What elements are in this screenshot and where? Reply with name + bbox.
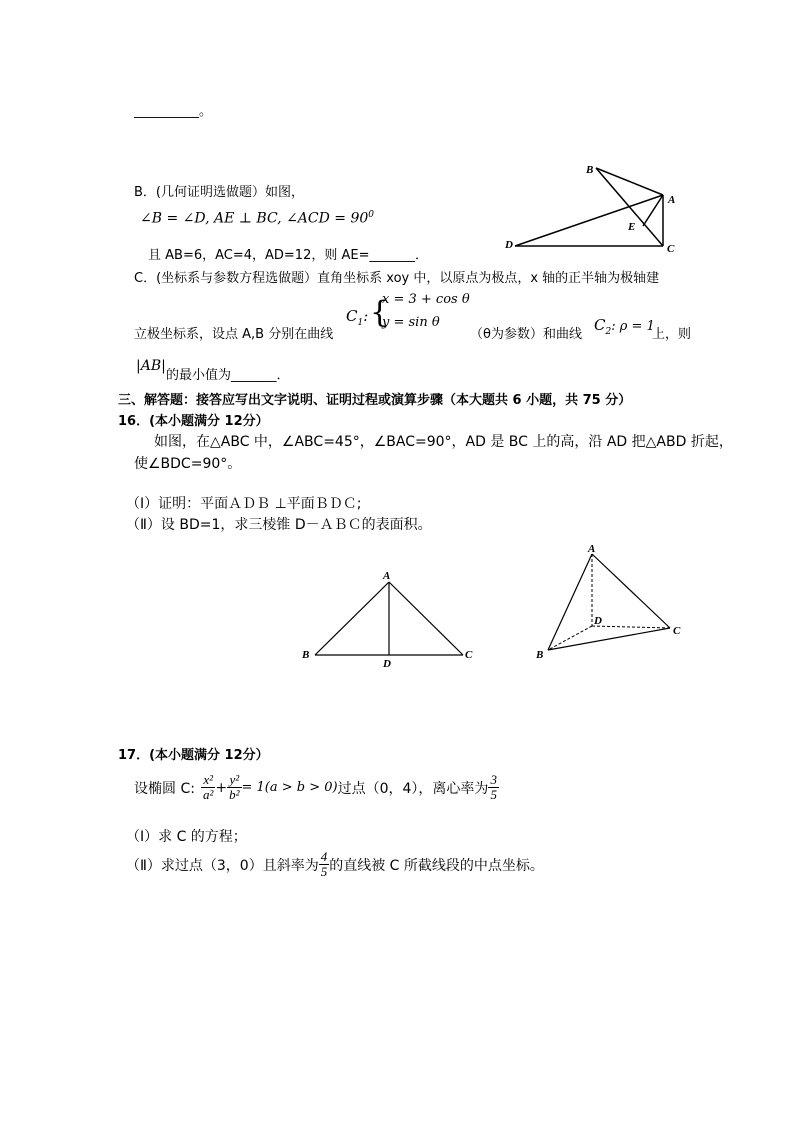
q16-line1: 如图，在△ABC 中，∠ABC=45°，∠BAC=90°，AD 是 BC 上的高，沿 AD 把△ABD 折起， <box>154 434 733 450</box>
frac-eccentricity: $\frac{3}{5}$ <box>490 772 497 802</box>
label-c: C <box>465 649 473 661</box>
label-d: D <box>383 658 391 670</box>
b-condition: ∠B = ∠D, AE ⊥ BC, ∠ACD = $90^0$ <box>140 210 375 227</box>
q16-line2: 使∠BDC=90°。 <box>134 456 242 472</box>
c-param: （θ为参数）和曲线 <box>470 327 582 342</box>
label-c: C <box>673 625 681 637</box>
c1-label: $C_1$: <box>346 307 369 328</box>
prev-answer-blank: __________。 <box>134 104 213 119</box>
label-b: B <box>586 164 594 176</box>
label-b: B <box>536 649 544 661</box>
label-c: C <box>667 243 675 255</box>
label-d: D <box>594 615 602 627</box>
q17-ellipse-line: 设椭圆 C: $\frac{\text{x²}}{\text{a²}}$ + $\frac{\text{y²}}{\text{b²}}$ = 1(a > b > 0) 过点（0，4），离心率为 $\frac{3}{5}$ <box>134 772 497 802</box>
q16-part2: （Ⅱ）设 BD=1，求三棱锥 D－ＡＢＣ的表面积。 <box>126 517 432 533</box>
frac-slope: $\frac{4}{5}$ <box>320 849 328 879</box>
label-a: A <box>383 570 391 582</box>
figure-16-tetrahedron <box>530 540 700 665</box>
c-line2-pre: 立极坐标系，设点 A,B 分别在曲线 <box>134 327 334 342</box>
c1-eq1: x = 3 + cos θ <box>382 292 470 307</box>
label-e: E <box>628 221 636 233</box>
q16-part1: （Ⅰ）证明：平面ＡＤＢ ⊥平面ＢＤＣ; <box>126 496 362 512</box>
section3-title: 三、解答题：接答应写出文字说明、证明过程或演算步骤（本大题共 6 小题，共 75 分） <box>118 393 632 408</box>
c2-label: $C_2$: ρ = 1 <box>594 316 655 337</box>
c-line2-end: 上，则 <box>652 327 692 342</box>
b-intro: B．(几何证明选做题）如图， <box>134 185 304 200</box>
label-a: A <box>668 194 676 206</box>
label-a: A <box>588 543 596 555</box>
c-line3: 的最小值为_______． <box>166 368 290 383</box>
frac-y2-b2: $\frac{\text{y²}}{\text{b²}}$ <box>229 772 240 802</box>
label-d: D <box>505 239 513 251</box>
frac-x2-a2: $\frac{\text{x²}}{\text{a²}}$ <box>202 772 214 802</box>
c1-brace: { <box>370 295 390 330</box>
label-b: B <box>302 649 310 661</box>
q17-part2: （Ⅱ）求过点（3，0）且斜率为 $\frac{4}{5}$ 的直线被 C 所截线段的中点坐标。 <box>126 849 544 879</box>
q17-head: 17．(本小题满分 12分） <box>118 748 269 763</box>
q16-head: 16．(本小题满分 12分） <box>118 414 269 429</box>
c-line1: C．(坐标系与参数方程选做题）直角坐标系 xoy 中，以原点为极点，x 轴的正半轴为极轴建 <box>134 271 660 286</box>
q17-part1: （Ⅰ）求 C 的方程； <box>126 829 247 845</box>
figure-16-triangle <box>295 565 485 670</box>
ab-abs: |AB| <box>136 358 166 374</box>
b-question: 且 AB=6，AC=4，AD=12，则 AE=_______． <box>148 248 428 263</box>
c1-eq2: y = sin θ <box>382 315 440 330</box>
figure-b-triangles <box>500 158 690 258</box>
